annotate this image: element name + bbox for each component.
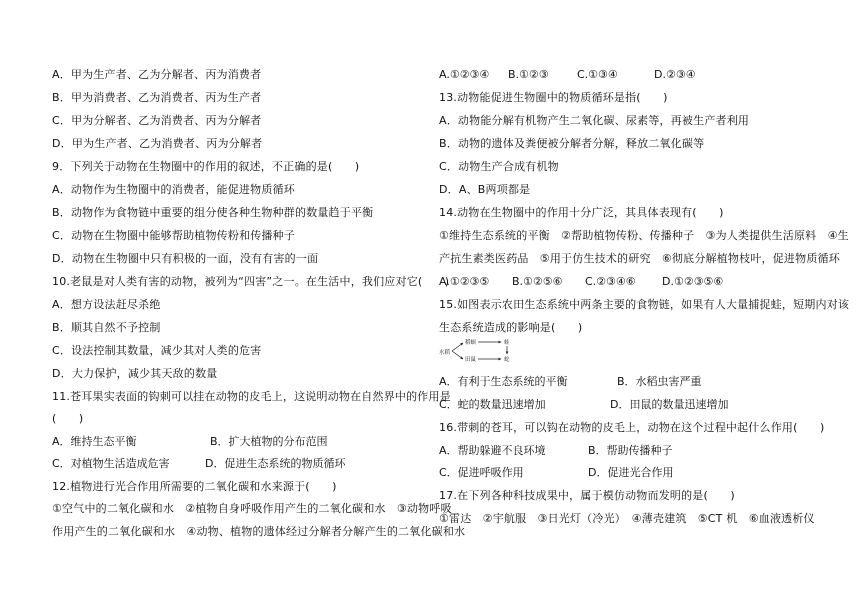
q8-option-d: D．甲为生产者、乙为消费者、丙为分解者 — [52, 137, 263, 150]
q16-option-a: A．帮助躲避不良环境 — [439, 444, 546, 457]
arrow-rice-to-borer — [452, 343, 463, 351]
q15-option-a: A．有利于生态系统的平衡 — [439, 375, 568, 388]
q11-stem: 11.苍耳果实表面的钩刺可以挂在动物的皮毛上，这说明动物在自然界中的作用是 — [52, 390, 451, 403]
q12-option-b: B.①②③ — [508, 68, 549, 81]
q10-option-b: B．顺其自然不予控制 — [52, 321, 161, 334]
arrow-rice-to-mouse — [452, 351, 463, 359]
q16-stem: 16.带刺的苍耳，可以钩在动物的皮毛上，动物在这个过程中起什么作用( ) — [439, 421, 825, 434]
q11-option-c: C．对植物生活造成危害 — [52, 457, 170, 470]
q9-stem: 9．下列关于动物在生物圈中的作用的叙述，不正确的是( ) — [52, 160, 360, 173]
q15-option-c: C．蛇的数量迅速增加 — [439, 398, 546, 411]
q10-option-c: C．设法控制其数量，减少其对人类的危害 — [52, 344, 262, 357]
diagram-label-mouse: 田鼠 — [465, 357, 477, 363]
diagram-label-frog: 蛙 — [504, 340, 510, 346]
q8-option-b: B．甲为消费者、乙为消费者、丙为生产者 — [52, 91, 262, 104]
q12-choices-line1: ①空气中的二氧化碳和水 ②植物自身呼吸作用产生的二氧化碳和水 ③动物呼吸 — [52, 502, 452, 515]
q11-stem-cont: ( ) — [52, 412, 84, 425]
food-chain-diagram — [438, 336, 524, 366]
q13-stem: 13.动物能促进生物圈中的物质循环是指( ) — [439, 91, 668, 104]
q12-option-d: D.②③④ — [654, 68, 696, 81]
q11-option-b: B．扩大植物的分布范围 — [210, 435, 328, 448]
q14-option-d: D.①②③⑤⑥ — [662, 275, 724, 288]
q13-option-b: B．动物的遗体及粪便被分解者分解，释放二氧化碳等 — [439, 137, 705, 150]
q13-option-c: C．动物生产合成有机物 — [439, 160, 559, 173]
q11-option-a: A．维持生态平衡 — [52, 435, 137, 448]
q12-option-c: C.①③④ — [577, 68, 618, 81]
q15-option-b: B．水稻虫害严重 — [617, 375, 702, 388]
q10-option-a: A．想方设法赶尽杀绝 — [52, 298, 161, 311]
q12-option-a: A.①②③④ — [439, 68, 490, 81]
q9-option-b: B．动物作为食物链中重要的组分使各种生物种群的数量趋于平衡 — [52, 206, 374, 219]
q14-stem: 14.动物在生物圈中的作用十分广泛，其具体表现有( ) — [439, 206, 724, 219]
q14-choices-line2: 产抗生素类医药品 ⑤用于仿生技术的研究 ⑥彻底分解植物枝叶，促进物质循环 — [439, 252, 840, 265]
q16-option-d: D．促进光合作用 — [588, 466, 674, 479]
q14-choices-line1: ①维持生态系统的平衡 ②帮助植物传粉、传播种子 ③为人类提供生活原料 ④生 — [439, 229, 849, 242]
q11-option-d: D．促进生态系统的物质循环 — [205, 457, 346, 470]
q10-stem: 10.老鼠是对人类有害的动物，被列为“四害”之一。在生活中，我们应对它( ) — [52, 275, 450, 288]
q12-stem: 12.植物进行光合作用所需要的二氧化碳和水来源于( ) — [52, 480, 337, 493]
q9-option-c: C．动物在生物圈中能够帮助植物传粉和传播种子 — [52, 229, 296, 242]
q9-option-a: A．动物作为生物圈中的消费者，能促进物质循环 — [52, 183, 295, 196]
q16-option-c: C．促进呼吸作用 — [439, 466, 524, 479]
q10-option-d: D．大力保护，减少其天敌的数量 — [52, 367, 218, 380]
q14-option-c: C.②③④⑥ — [585, 275, 636, 288]
q14-option-a: A.①②③⑤ — [439, 275, 490, 288]
diagram-label-rice: 水稻 — [439, 350, 451, 356]
q15-stem-cont: 生态系统造成的影响是( ) — [439, 321, 583, 334]
q13-option-a: A．动物能分解有机物产生二氧化碳、尿素等，再被生产者利用 — [439, 114, 750, 127]
diagram-label-borer: 稻螟 — [465, 340, 477, 346]
q15-stem: 15.如图表示农田生态系统中两条主要的食物链，如果有人大量捕捉蛙，短期内对该 — [439, 298, 850, 311]
diagram-label-snake: 蛇 — [504, 357, 510, 363]
q8-option-a: A．甲为生产者、乙为分解者、丙为消费者 — [52, 68, 262, 81]
q13-option-d: D．A、B两项都是 — [439, 183, 531, 196]
q17-choices: ①雷达 ②宇航服 ③日光灯（冷光） ④薄壳建筑 ⑤CT 机 ⑥血液透析仪 — [439, 512, 815, 525]
q15-option-d: D．田鼠的数量迅速增加 — [610, 398, 729, 411]
q16-option-b: B．帮助传播种子 — [588, 444, 673, 457]
q9-option-d: D．动物在生物圈中只有积极的一面，没有有害的一面 — [52, 252, 319, 265]
q14-option-b: B.①②⑤⑥ — [512, 275, 563, 288]
q12-choices-line2: 作用产生的二氧化碳和水 ④动物、植物的遗体经过分解者分解产生的二氧化碳和水 — [52, 525, 466, 538]
q8-option-c: C．甲为分解者、乙为消费者、丙为分解者 — [52, 114, 262, 127]
q17-stem: 17.在下列各种科技成果中，属于模仿动物而发明的是( ) — [439, 489, 735, 502]
